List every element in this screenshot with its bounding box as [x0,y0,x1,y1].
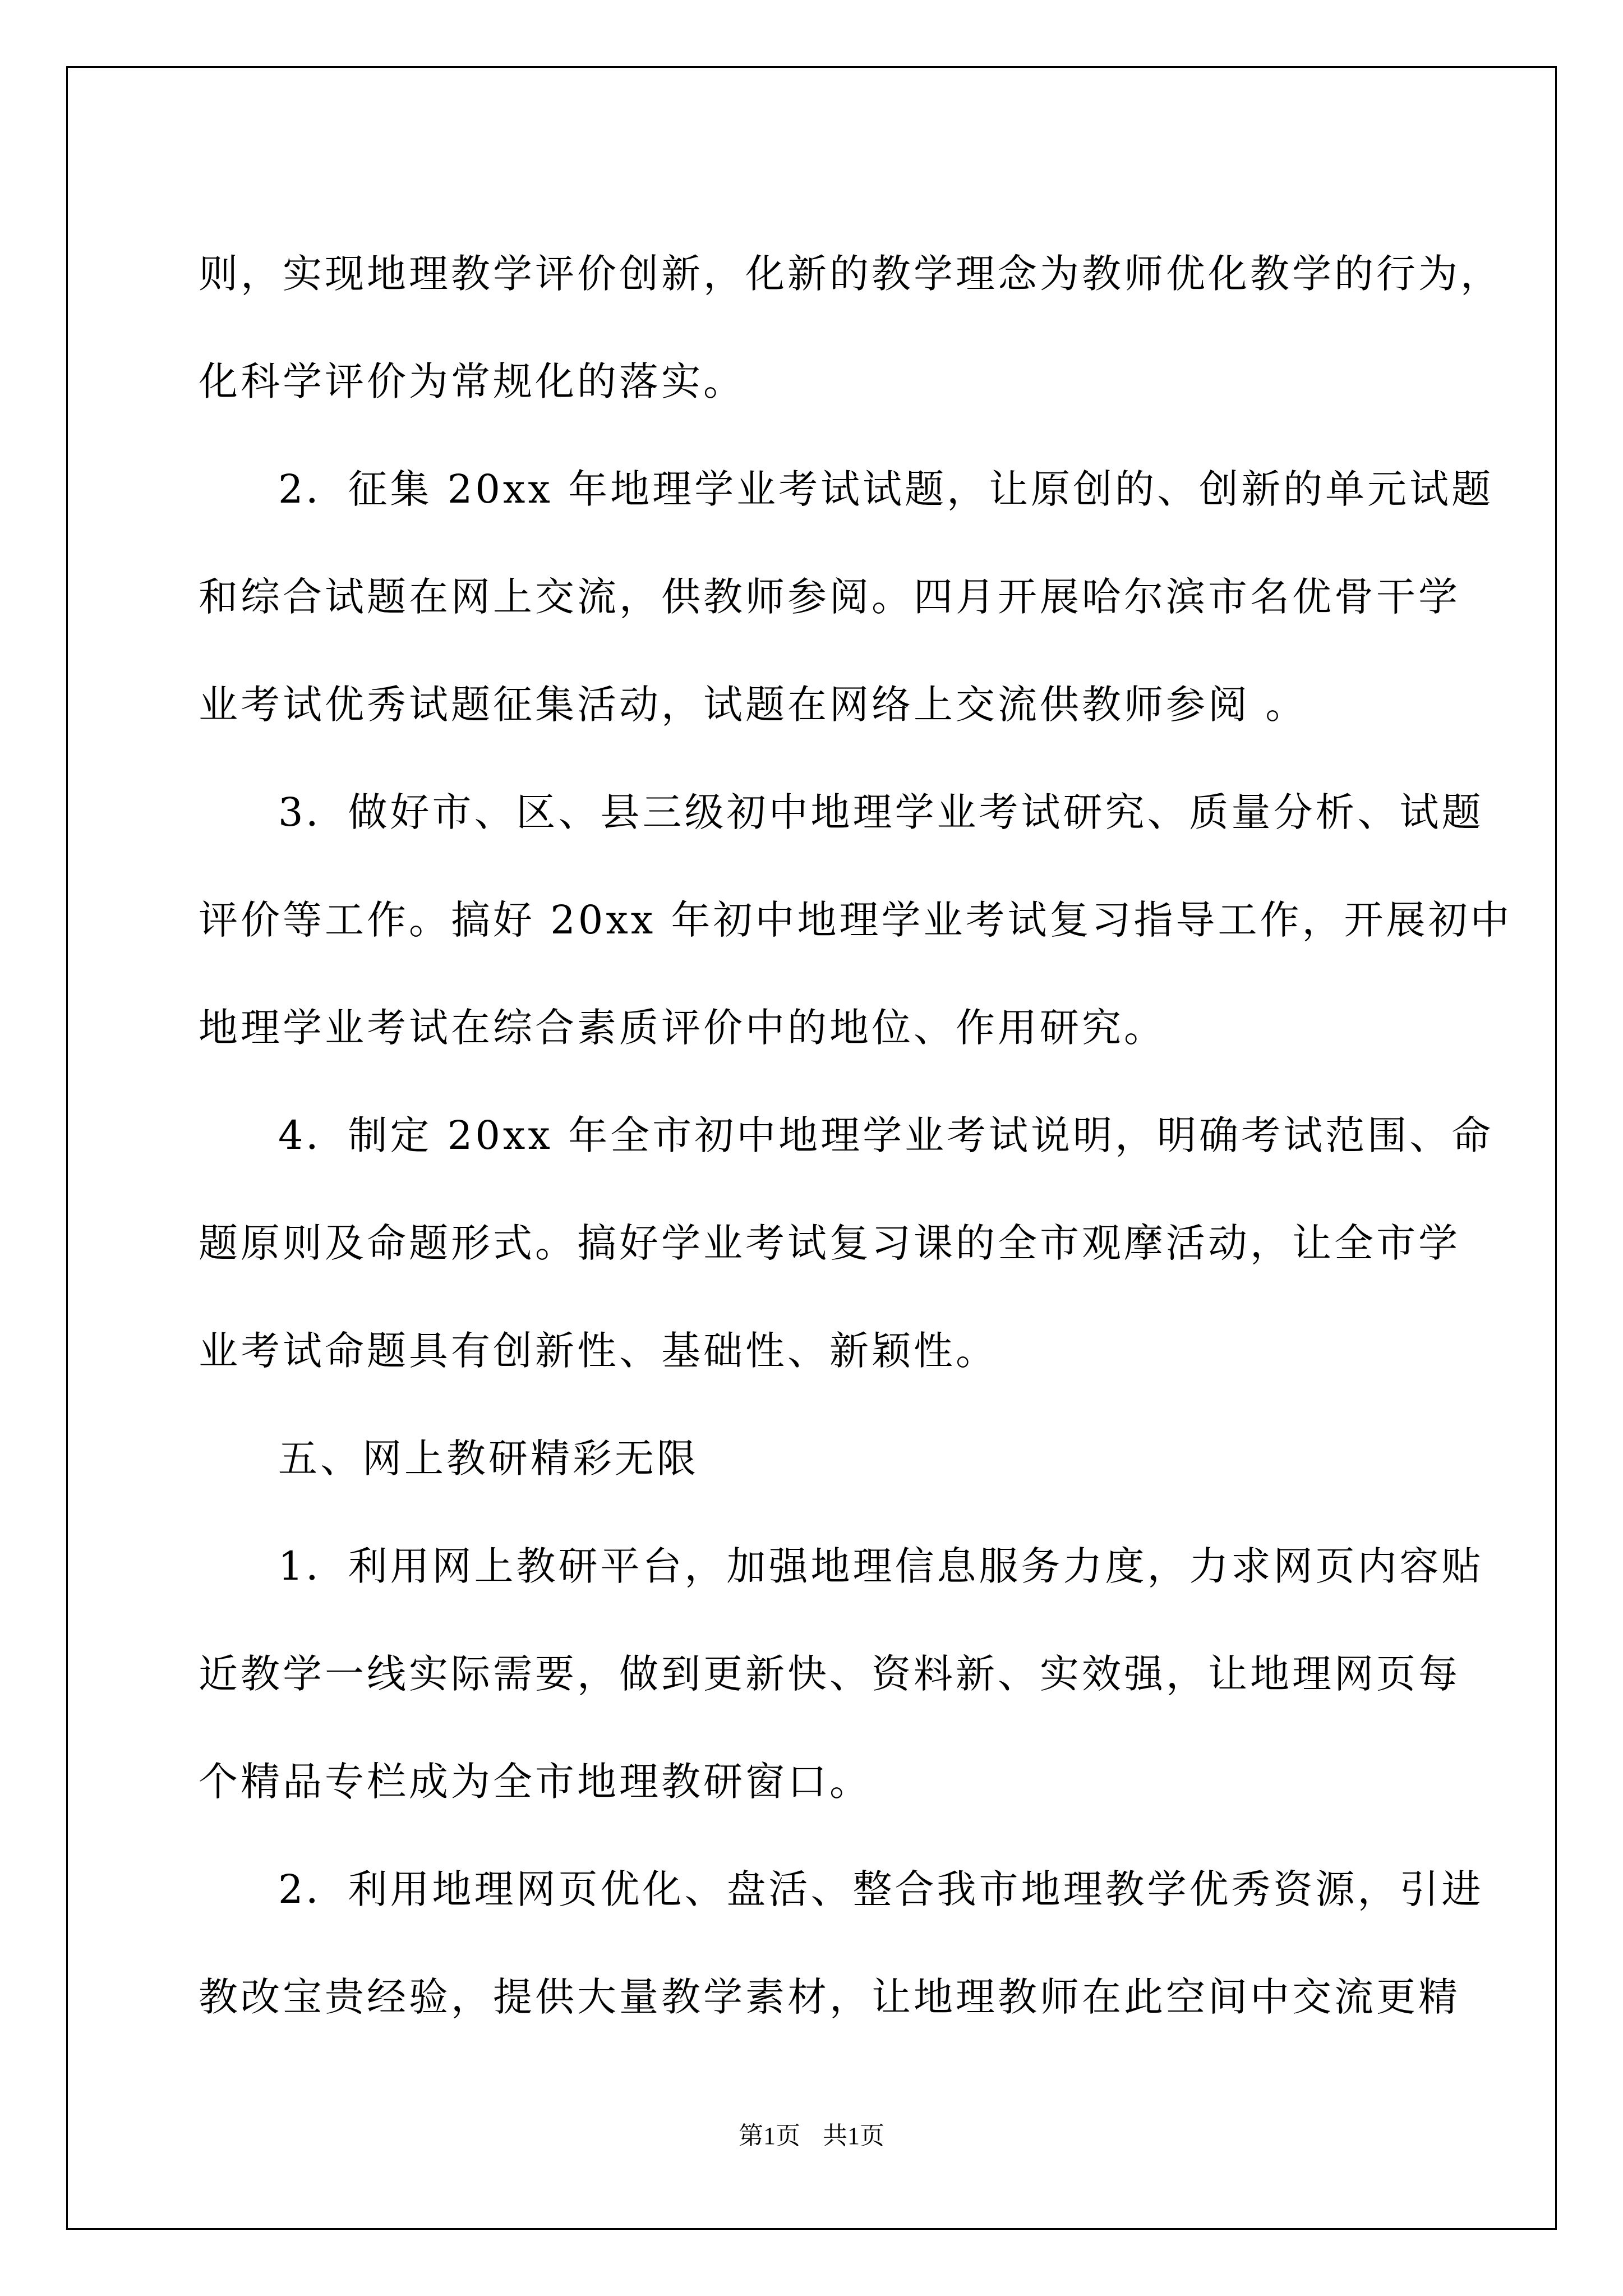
page-total: 共1页 [823,2122,884,2150]
text-line: 个精品专栏成为全市地理教研窗口。 [199,1759,872,1805]
page-number: 第1页 [739,2122,800,2150]
text-line: 评价等工作。搞好 20xx 年初中地理学业考试复习指导工作，开展初中 [199,897,1513,943]
text-line: 和综合试题在网上交流，供教师参阅。四月开展哈尔滨市名优骨干学 [199,574,1460,620]
text-line: 业考试优秀试题征集活动，试题在网络上交流供教师参阅 。 [199,682,1308,728]
text-line: 2．利用地理网页优化、盘活、整合我市地理教学优秀资源，引进 [278,1866,1484,1912]
text-line: 地理学业考试在综合素质评价中的地位、作用研究。 [199,1005,1166,1051]
text-line: 题原则及命题形式。搞好学业考试复习课的全市观摩活动，让全市学 [199,1220,1460,1266]
text-line: 1．利用网上教研平台，加强地理信息服务力度，力求网页内容贴 [278,1543,1484,1589]
text-line: 4．制定 20xx 年全市初中地理学业考试说明，明确考试范围、命 [278,1112,1494,1158]
text-line: 则，实现地理教学评价创新，化新的教学理念为教师优化教学的行为， [199,251,1502,297]
text-line: 教改宝贵经验，提供大量教学素材，让地理教师在此空间中交流更精 [199,1974,1460,2020]
text-line: 化科学评价为常规化的落实。 [199,358,745,404]
text-line: 业考试命题具有创新性、基础性、新颖性。 [199,1328,998,1374]
section-heading: 五、网上教研精彩无限 [278,1435,699,1481]
text-line: 2．征集 20xx 年地理学业考试试题，让原创的、创新的单元试题 [278,466,1494,512]
text-line: 3．做好市、区、县三级初中地理学业考试研究、质量分析、试题 [278,789,1484,835]
document-body [199,208,1513,2078]
page-footer [0,2120,1623,2152]
text-line: 近教学一线实际需要，做到更新快、资料新、实效强，让地理网页每 [199,1651,1460,1697]
